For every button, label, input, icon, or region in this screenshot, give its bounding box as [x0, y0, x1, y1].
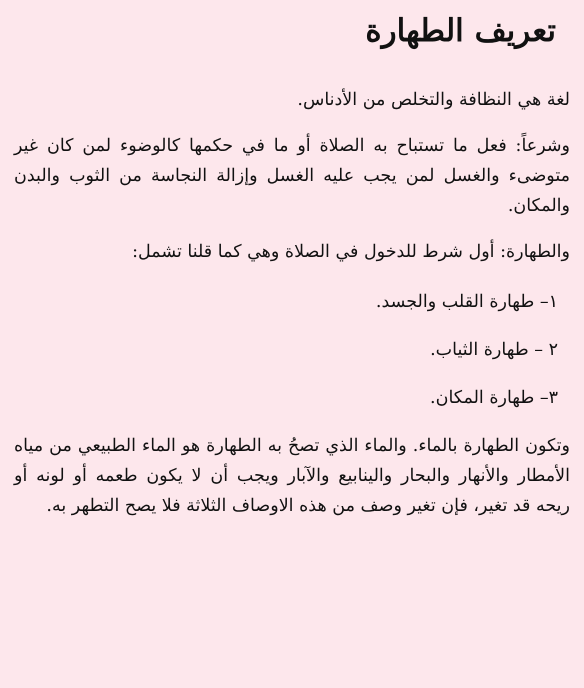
purity-intro: والطهارة: أول شرط للدخول في الصلاة وهي كما قلنا تشمل: [132, 242, 570, 262]
water-paragraph: وتكون الطهارة بالماء. والماء الذي تصحُ به الطهارة هو الماء الطبيعي من مياه الأمطار والأنهار والبحار والينابيع والآبار ويجب أن لا يكون طعمه أو لونه أو ريحه قد تغير، فإن تغير وصف من هذه الاوصاف الثلاثة فلا يصح التطهر به. [14, 436, 570, 516]
purity-types-list [14, 287, 570, 413]
list-item: ٢ – طهارة الثياب. [430, 340, 558, 360]
list-item: ١– طهارة القلب والجسد. [375, 292, 558, 312]
linguistic-definition: لغة هي النظافة والتخلص من الأدناس. [297, 90, 570, 110]
legal-definition: وشرعاً: فعل ما تستباح به الصلاة أو ما في حكمها كالوضوء لمن كان غير متوضىء والغسل لمن يجب عليه الغسل وإزالة النجاسة من الثوب والبدن والمكان. [14, 136, 570, 216]
list-item: ٣– طهارة المكان. [430, 388, 558, 408]
page-title: تعريف الطهارة [365, 13, 556, 49]
